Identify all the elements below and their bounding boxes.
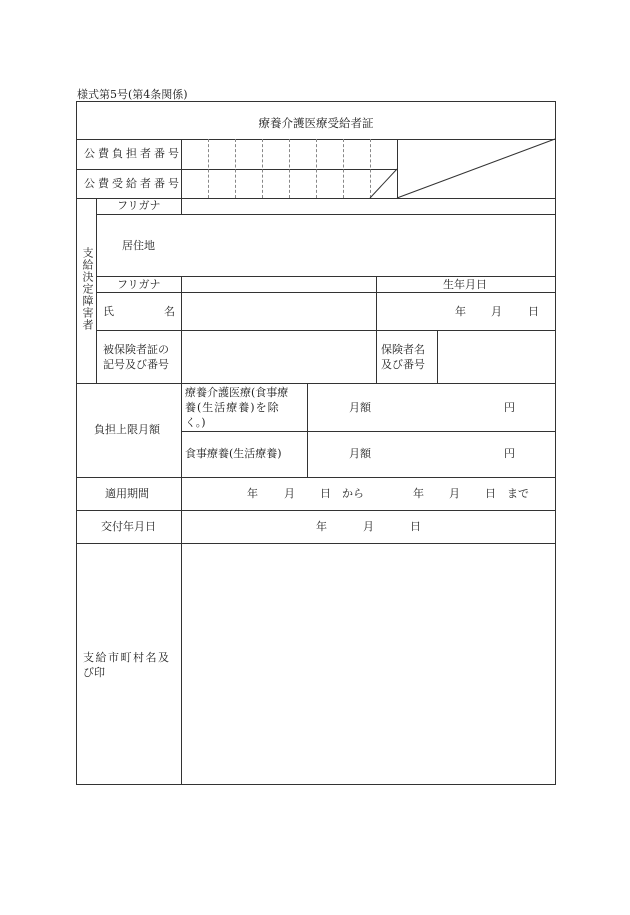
divider (77, 383, 555, 384)
divider (96, 276, 555, 277)
yen-unit: 円 (504, 401, 515, 414)
municipality-label: 支給市町村名及 (83, 651, 171, 664)
divider (96, 214, 555, 215)
period-to-suffix: まで (507, 487, 529, 500)
medical-label: く。) (185, 416, 206, 429)
limit-label: 負担上限月額 (94, 423, 160, 436)
dob-month: 月 (491, 305, 502, 318)
name-label-family: 氏 (103, 305, 114, 318)
insurer-label: 保険者名 (381, 343, 425, 356)
section-label: 支給決定障害者 (81, 247, 94, 331)
monthly-label: 月額 (349, 447, 371, 460)
dob-label: 生年月日 (443, 278, 487, 291)
divider (376, 276, 377, 383)
insured-card-label: 記号及び番号 (103, 358, 169, 371)
divider (181, 276, 182, 383)
divider (77, 510, 555, 511)
furigana-label: フリガナ (117, 199, 161, 212)
issue-year: 年 (316, 520, 327, 533)
insured-card-label: 被保険者証の (103, 343, 169, 356)
period-from-year: 年 (247, 487, 258, 500)
issue-date-label: 交付年月日 (101, 520, 156, 533)
issue-day: 日 (410, 520, 421, 533)
period-from-month: 月 (284, 487, 295, 500)
period-from-day: 日 (320, 487, 331, 500)
municipality-label: び印 (83, 666, 105, 679)
recipient-number-label: 公費受給者番号 (84, 177, 182, 190)
form-title: 療養介護医療受給者証 (258, 116, 374, 130)
divider (96, 330, 555, 331)
furigana-label: フリガナ (117, 278, 161, 291)
divider (77, 543, 555, 544)
dob-day: 日 (528, 305, 539, 318)
address-label: 居住地 (122, 239, 155, 252)
period-to-day: 日 (485, 487, 496, 500)
medical-label: 療養介護医療(食事療 (185, 386, 289, 399)
divider (181, 383, 182, 784)
divider (77, 477, 555, 478)
divider (96, 292, 555, 293)
yen-unit: 円 (504, 447, 515, 460)
meal-label: 食事療養(生活療養) (185, 447, 282, 460)
divider (96, 198, 97, 383)
issue-month: 月 (363, 520, 374, 533)
divider (437, 330, 438, 383)
period-label: 適用期間 (105, 487, 149, 500)
form-number: 様式第5号(第4条関係) (77, 88, 188, 101)
dob-year: 年 (455, 305, 466, 318)
divider (181, 431, 555, 432)
period-from-suffix: から (342, 487, 364, 500)
name-label-given: 名 (164, 305, 175, 318)
medical-label: 養(生活療養)を除 (185, 401, 280, 414)
period-to-month: 月 (449, 487, 460, 500)
payer-number-label: 公費負担者番号 (84, 147, 182, 160)
certificate-form (76, 101, 556, 785)
insurer-label: 及び番号 (381, 358, 425, 371)
divider (307, 383, 308, 477)
monthly-label: 月額 (349, 401, 371, 414)
period-to-year: 年 (413, 487, 424, 500)
